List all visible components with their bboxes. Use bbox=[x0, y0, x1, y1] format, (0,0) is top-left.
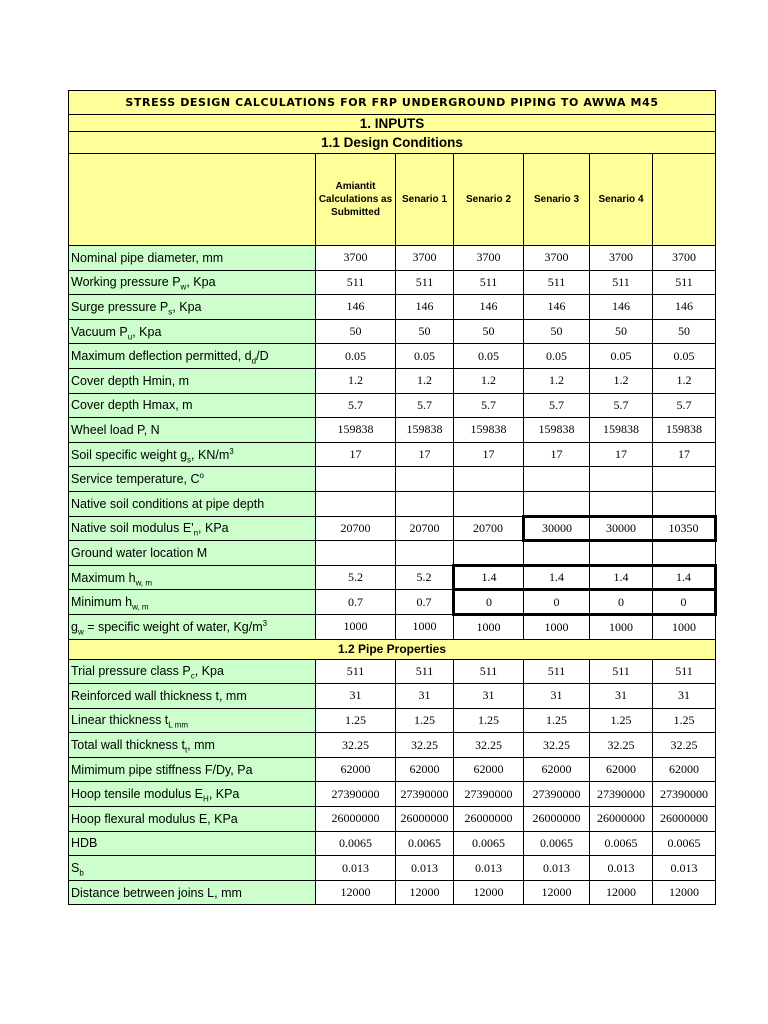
table-row bbox=[69, 467, 716, 492]
value-cell: 0.05 bbox=[454, 344, 524, 369]
value-cell: 31 bbox=[524, 684, 590, 709]
value-cell: 1000 bbox=[524, 614, 590, 639]
value-cell: 0.05 bbox=[590, 344, 653, 369]
value-cell: 26000000 bbox=[653, 807, 716, 832]
value-cell: 146 bbox=[653, 295, 716, 320]
value-cell: 1.25 bbox=[454, 708, 524, 733]
column-header-row bbox=[69, 154, 716, 246]
table-row bbox=[69, 344, 716, 369]
value-cell: 1000 bbox=[396, 614, 454, 639]
row-label: Linear thickness $t_{L mm}$ bbox=[69, 708, 316, 733]
value-cell: 5.7 bbox=[454, 393, 524, 418]
row-label: Trial pressure class $P_c$, Kpa bbox=[69, 659, 316, 684]
value-cell: 12000 bbox=[454, 880, 524, 905]
row-label: Hoop flexural modulus E, KPa bbox=[69, 807, 316, 832]
value-cell: 5.7 bbox=[396, 393, 454, 418]
value-cell: 159838 bbox=[653, 418, 716, 443]
value-cell: 20700 bbox=[454, 516, 524, 541]
value-cell: 26000000 bbox=[590, 807, 653, 832]
value-cell: 5.2 bbox=[396, 565, 454, 590]
value-cell: 1.4 bbox=[590, 565, 653, 590]
table-row bbox=[69, 856, 716, 881]
value-cell: 17 bbox=[590, 442, 653, 467]
value-cell: 0.013 bbox=[590, 856, 653, 881]
row-label: Nominal pipe diameter, mm bbox=[69, 246, 316, 271]
row-label: Maximum $h_{w, m}$ bbox=[69, 565, 316, 590]
table-row bbox=[69, 590, 716, 615]
value-cell: 12000 bbox=[316, 880, 396, 905]
table-row bbox=[69, 368, 716, 393]
value-cell: 12000 bbox=[524, 880, 590, 905]
value-cell: 0.0065 bbox=[454, 831, 524, 856]
row-label: $g_w$ = specific weight of water, $Kg/m^3$ bbox=[69, 614, 316, 639]
value-cell: 0.05 bbox=[316, 344, 396, 369]
value-cell: 26000000 bbox=[454, 807, 524, 832]
table-row bbox=[69, 246, 716, 271]
row-label: Hoop tensile modulus $E_H$, KPa bbox=[69, 782, 316, 807]
value-cell: 1.2 bbox=[524, 368, 590, 393]
section-inputs-heading: 1. INPUTS bbox=[69, 115, 716, 132]
value-cell: 0.0065 bbox=[524, 831, 590, 856]
table-row bbox=[69, 516, 716, 541]
value-cell bbox=[396, 467, 454, 492]
value-cell: 20700 bbox=[396, 516, 454, 541]
table-row bbox=[69, 393, 716, 418]
value-cell: 62000 bbox=[316, 757, 396, 782]
row-label: HDB bbox=[69, 831, 316, 856]
value-cell: 31 bbox=[396, 684, 454, 709]
row-label: $S_b$ bbox=[69, 856, 316, 881]
value-cell: 1.25 bbox=[396, 708, 454, 733]
value-cell: 0.05 bbox=[396, 344, 454, 369]
row-label: Native soil conditions at pipe depth bbox=[69, 491, 316, 516]
value-cell: 0.0065 bbox=[590, 831, 653, 856]
value-cell: 1000 bbox=[653, 614, 716, 639]
value-cell: 32.25 bbox=[590, 733, 653, 758]
value-cell: 0.0065 bbox=[396, 831, 454, 856]
value-cell: 30000 bbox=[590, 516, 653, 541]
value-cell: 0.0065 bbox=[316, 831, 396, 856]
column-header-amiantit: Amiantit Calculations as Submitted bbox=[316, 154, 396, 246]
value-cell: 10350 bbox=[653, 516, 716, 541]
value-cell: 0.7 bbox=[396, 590, 454, 615]
value-cell: 17 bbox=[396, 442, 454, 467]
value-cell: 511 bbox=[590, 659, 653, 684]
value-cell: 1.25 bbox=[316, 708, 396, 733]
column-header-extra bbox=[653, 154, 716, 246]
value-cell: 50 bbox=[454, 319, 524, 344]
value-cell: 50 bbox=[316, 319, 396, 344]
value-cell: 3700 bbox=[590, 246, 653, 271]
row-label: Vacuum $P_u$, Kpa bbox=[69, 319, 316, 344]
value-cell: 146 bbox=[524, 295, 590, 320]
sheet-title: STRESS DESIGN CALCULATIONS FOR FRP UNDERGROUND PIPING TO AWWA M45 bbox=[69, 91, 716, 115]
table-row bbox=[69, 733, 716, 758]
row-label: Total wall thickness $t_t$, mm bbox=[69, 733, 316, 758]
column-header-senario-1: Senario 1 bbox=[396, 154, 454, 246]
value-cell bbox=[524, 491, 590, 516]
value-cell: 0.7 bbox=[316, 590, 396, 615]
value-cell: 27390000 bbox=[590, 782, 653, 807]
value-cell: 62000 bbox=[653, 757, 716, 782]
value-cell: 0.05 bbox=[524, 344, 590, 369]
row-label: Cover depth Hmin, m bbox=[69, 368, 316, 393]
value-cell bbox=[316, 467, 396, 492]
value-cell: 511 bbox=[653, 270, 716, 295]
value-cell bbox=[316, 541, 396, 566]
value-cell: 511 bbox=[316, 270, 396, 295]
value-cell: 20700 bbox=[316, 516, 396, 541]
value-cell: 5.7 bbox=[316, 393, 396, 418]
value-cell: 31 bbox=[454, 684, 524, 709]
value-cell: 17 bbox=[316, 442, 396, 467]
value-cell: 0.013 bbox=[653, 856, 716, 881]
value-cell: 62000 bbox=[396, 757, 454, 782]
table-row bbox=[69, 565, 716, 590]
value-cell: 0.0065 bbox=[653, 831, 716, 856]
value-cell bbox=[524, 467, 590, 492]
stress-design-table bbox=[68, 90, 717, 905]
value-cell: 1000 bbox=[590, 614, 653, 639]
value-cell: 159838 bbox=[590, 418, 653, 443]
value-cell: 0 bbox=[653, 590, 716, 615]
value-cell: 511 bbox=[653, 659, 716, 684]
table-row bbox=[69, 614, 716, 639]
value-cell bbox=[454, 491, 524, 516]
value-cell: 1.4 bbox=[653, 565, 716, 590]
value-cell: 12000 bbox=[396, 880, 454, 905]
value-cell: 62000 bbox=[524, 757, 590, 782]
value-cell: 5.7 bbox=[524, 393, 590, 418]
value-cell bbox=[316, 491, 396, 516]
value-cell: 62000 bbox=[590, 757, 653, 782]
value-cell: 17 bbox=[524, 442, 590, 467]
value-cell: 50 bbox=[524, 319, 590, 344]
section-pipe-properties-heading: 1.2 Pipe Properties bbox=[69, 639, 716, 659]
table-row bbox=[69, 541, 716, 566]
value-cell: 159838 bbox=[316, 418, 396, 443]
value-cell: 3700 bbox=[316, 246, 396, 271]
row-label: Maximum deflection permitted, $d_d/D$ bbox=[69, 344, 316, 369]
value-cell bbox=[653, 467, 716, 492]
row-label: Minimum $h_{w, m}$ bbox=[69, 590, 316, 615]
value-cell: 0.013 bbox=[316, 856, 396, 881]
value-cell: 146 bbox=[590, 295, 653, 320]
value-cell: 50 bbox=[653, 319, 716, 344]
value-cell: 1.2 bbox=[590, 368, 653, 393]
row-label: Reinforced wall thickness t, mm bbox=[69, 684, 316, 709]
value-cell: 27390000 bbox=[454, 782, 524, 807]
value-cell: 1.25 bbox=[524, 708, 590, 733]
value-cell bbox=[653, 491, 716, 516]
value-cell bbox=[590, 467, 653, 492]
value-cell: 1.25 bbox=[590, 708, 653, 733]
value-cell: 1.4 bbox=[524, 565, 590, 590]
value-cell: 159838 bbox=[524, 418, 590, 443]
value-cell: 12000 bbox=[590, 880, 653, 905]
value-cell bbox=[396, 491, 454, 516]
value-cell: 3700 bbox=[396, 246, 454, 271]
value-cell bbox=[590, 541, 653, 566]
value-cell: 26000000 bbox=[316, 807, 396, 832]
section-design-conditions-heading: 1.1 Design Conditions bbox=[69, 132, 716, 154]
row-label: Mimimum pipe stiffness F/Dy, Pa bbox=[69, 757, 316, 782]
value-cell: 1000 bbox=[316, 614, 396, 639]
value-cell: 146 bbox=[454, 295, 524, 320]
table-row bbox=[69, 270, 716, 295]
table-row bbox=[69, 418, 716, 443]
value-cell: 30000 bbox=[524, 516, 590, 541]
value-cell: 27390000 bbox=[396, 782, 454, 807]
value-cell: 511 bbox=[454, 659, 524, 684]
value-cell: 511 bbox=[454, 270, 524, 295]
value-cell: 1.2 bbox=[653, 368, 716, 393]
table-row bbox=[69, 880, 716, 905]
row-label: Cover depth Hmax, m bbox=[69, 393, 316, 418]
value-cell: 17 bbox=[653, 442, 716, 467]
value-cell: 27390000 bbox=[524, 782, 590, 807]
value-cell: 5.7 bbox=[653, 393, 716, 418]
value-cell: 26000000 bbox=[524, 807, 590, 832]
value-cell: 31 bbox=[653, 684, 716, 709]
value-cell: 32.25 bbox=[524, 733, 590, 758]
value-cell: 511 bbox=[590, 270, 653, 295]
value-cell: 12000 bbox=[653, 880, 716, 905]
value-cell: 1.2 bbox=[316, 368, 396, 393]
row-label: Working pressure $P_w$, Kpa bbox=[69, 270, 316, 295]
value-cell bbox=[454, 541, 524, 566]
column-header-senario-3: Senario 3 bbox=[524, 154, 590, 246]
column-header-senario-2: Senario 2 bbox=[454, 154, 524, 246]
row-label: Wheel load P, N bbox=[69, 418, 316, 443]
value-cell: 3700 bbox=[454, 246, 524, 271]
value-cell: 511 bbox=[396, 659, 454, 684]
value-cell: 159838 bbox=[396, 418, 454, 443]
value-cell: 31 bbox=[590, 684, 653, 709]
table-row bbox=[69, 295, 716, 320]
value-cell: 62000 bbox=[454, 757, 524, 782]
value-cell: 31 bbox=[316, 684, 396, 709]
value-cell: 1000 bbox=[454, 614, 524, 639]
value-cell: 511 bbox=[316, 659, 396, 684]
table-row bbox=[69, 831, 716, 856]
column-header-senario-4: Senario 4 bbox=[590, 154, 653, 246]
value-cell: 146 bbox=[316, 295, 396, 320]
row-label: Soil specific weight $g_s$, $KN/m^3$ bbox=[69, 442, 316, 467]
row-label: Ground water location M bbox=[69, 541, 316, 566]
value-cell: 0.013 bbox=[524, 856, 590, 881]
value-cell: 32.25 bbox=[316, 733, 396, 758]
value-cell: 0.05 bbox=[653, 344, 716, 369]
table-row bbox=[69, 684, 716, 709]
row-label: Distance betrween joins L, mm bbox=[69, 880, 316, 905]
value-cell: 26000000 bbox=[396, 807, 454, 832]
value-cell bbox=[653, 541, 716, 566]
value-cell: 1.2 bbox=[454, 368, 524, 393]
table-row bbox=[69, 807, 716, 832]
value-cell: 5.2 bbox=[316, 565, 396, 590]
value-cell bbox=[524, 541, 590, 566]
value-cell: 32.25 bbox=[653, 733, 716, 758]
value-cell: 32.25 bbox=[454, 733, 524, 758]
table-row bbox=[69, 782, 716, 807]
value-cell: 0 bbox=[590, 590, 653, 615]
value-cell: 1.25 bbox=[653, 708, 716, 733]
value-cell bbox=[396, 541, 454, 566]
table-row bbox=[69, 757, 716, 782]
value-cell: 50 bbox=[590, 319, 653, 344]
value-cell: 27390000 bbox=[316, 782, 396, 807]
value-cell: 32.25 bbox=[396, 733, 454, 758]
table-row bbox=[69, 442, 716, 467]
value-cell: 50 bbox=[396, 319, 454, 344]
row-label: Surge pressure $P_s$, Kpa bbox=[69, 295, 316, 320]
value-cell: 1.2 bbox=[396, 368, 454, 393]
value-cell: 0.013 bbox=[454, 856, 524, 881]
value-cell: 146 bbox=[396, 295, 454, 320]
value-cell: 3700 bbox=[524, 246, 590, 271]
value-cell: 511 bbox=[524, 270, 590, 295]
table-row bbox=[69, 491, 716, 516]
value-cell: 0 bbox=[524, 590, 590, 615]
table-row bbox=[69, 708, 716, 733]
value-cell: 17 bbox=[454, 442, 524, 467]
value-cell: 5.7 bbox=[590, 393, 653, 418]
table-row bbox=[69, 319, 716, 344]
value-cell: 1.4 bbox=[454, 565, 524, 590]
value-cell: 511 bbox=[396, 270, 454, 295]
value-cell bbox=[454, 467, 524, 492]
column-header-blank bbox=[69, 154, 316, 246]
value-cell: 0 bbox=[454, 590, 524, 615]
value-cell: 159838 bbox=[454, 418, 524, 443]
value-cell bbox=[590, 491, 653, 516]
value-cell: 511 bbox=[524, 659, 590, 684]
table-row bbox=[69, 659, 716, 684]
value-cell: 27390000 bbox=[653, 782, 716, 807]
value-cell: 0.013 bbox=[396, 856, 454, 881]
row-label: Service temperature, $C^o$ bbox=[69, 467, 316, 492]
value-cell: 3700 bbox=[653, 246, 716, 271]
row-label: Native soil modulus $E'_n$, KPa bbox=[69, 516, 316, 541]
